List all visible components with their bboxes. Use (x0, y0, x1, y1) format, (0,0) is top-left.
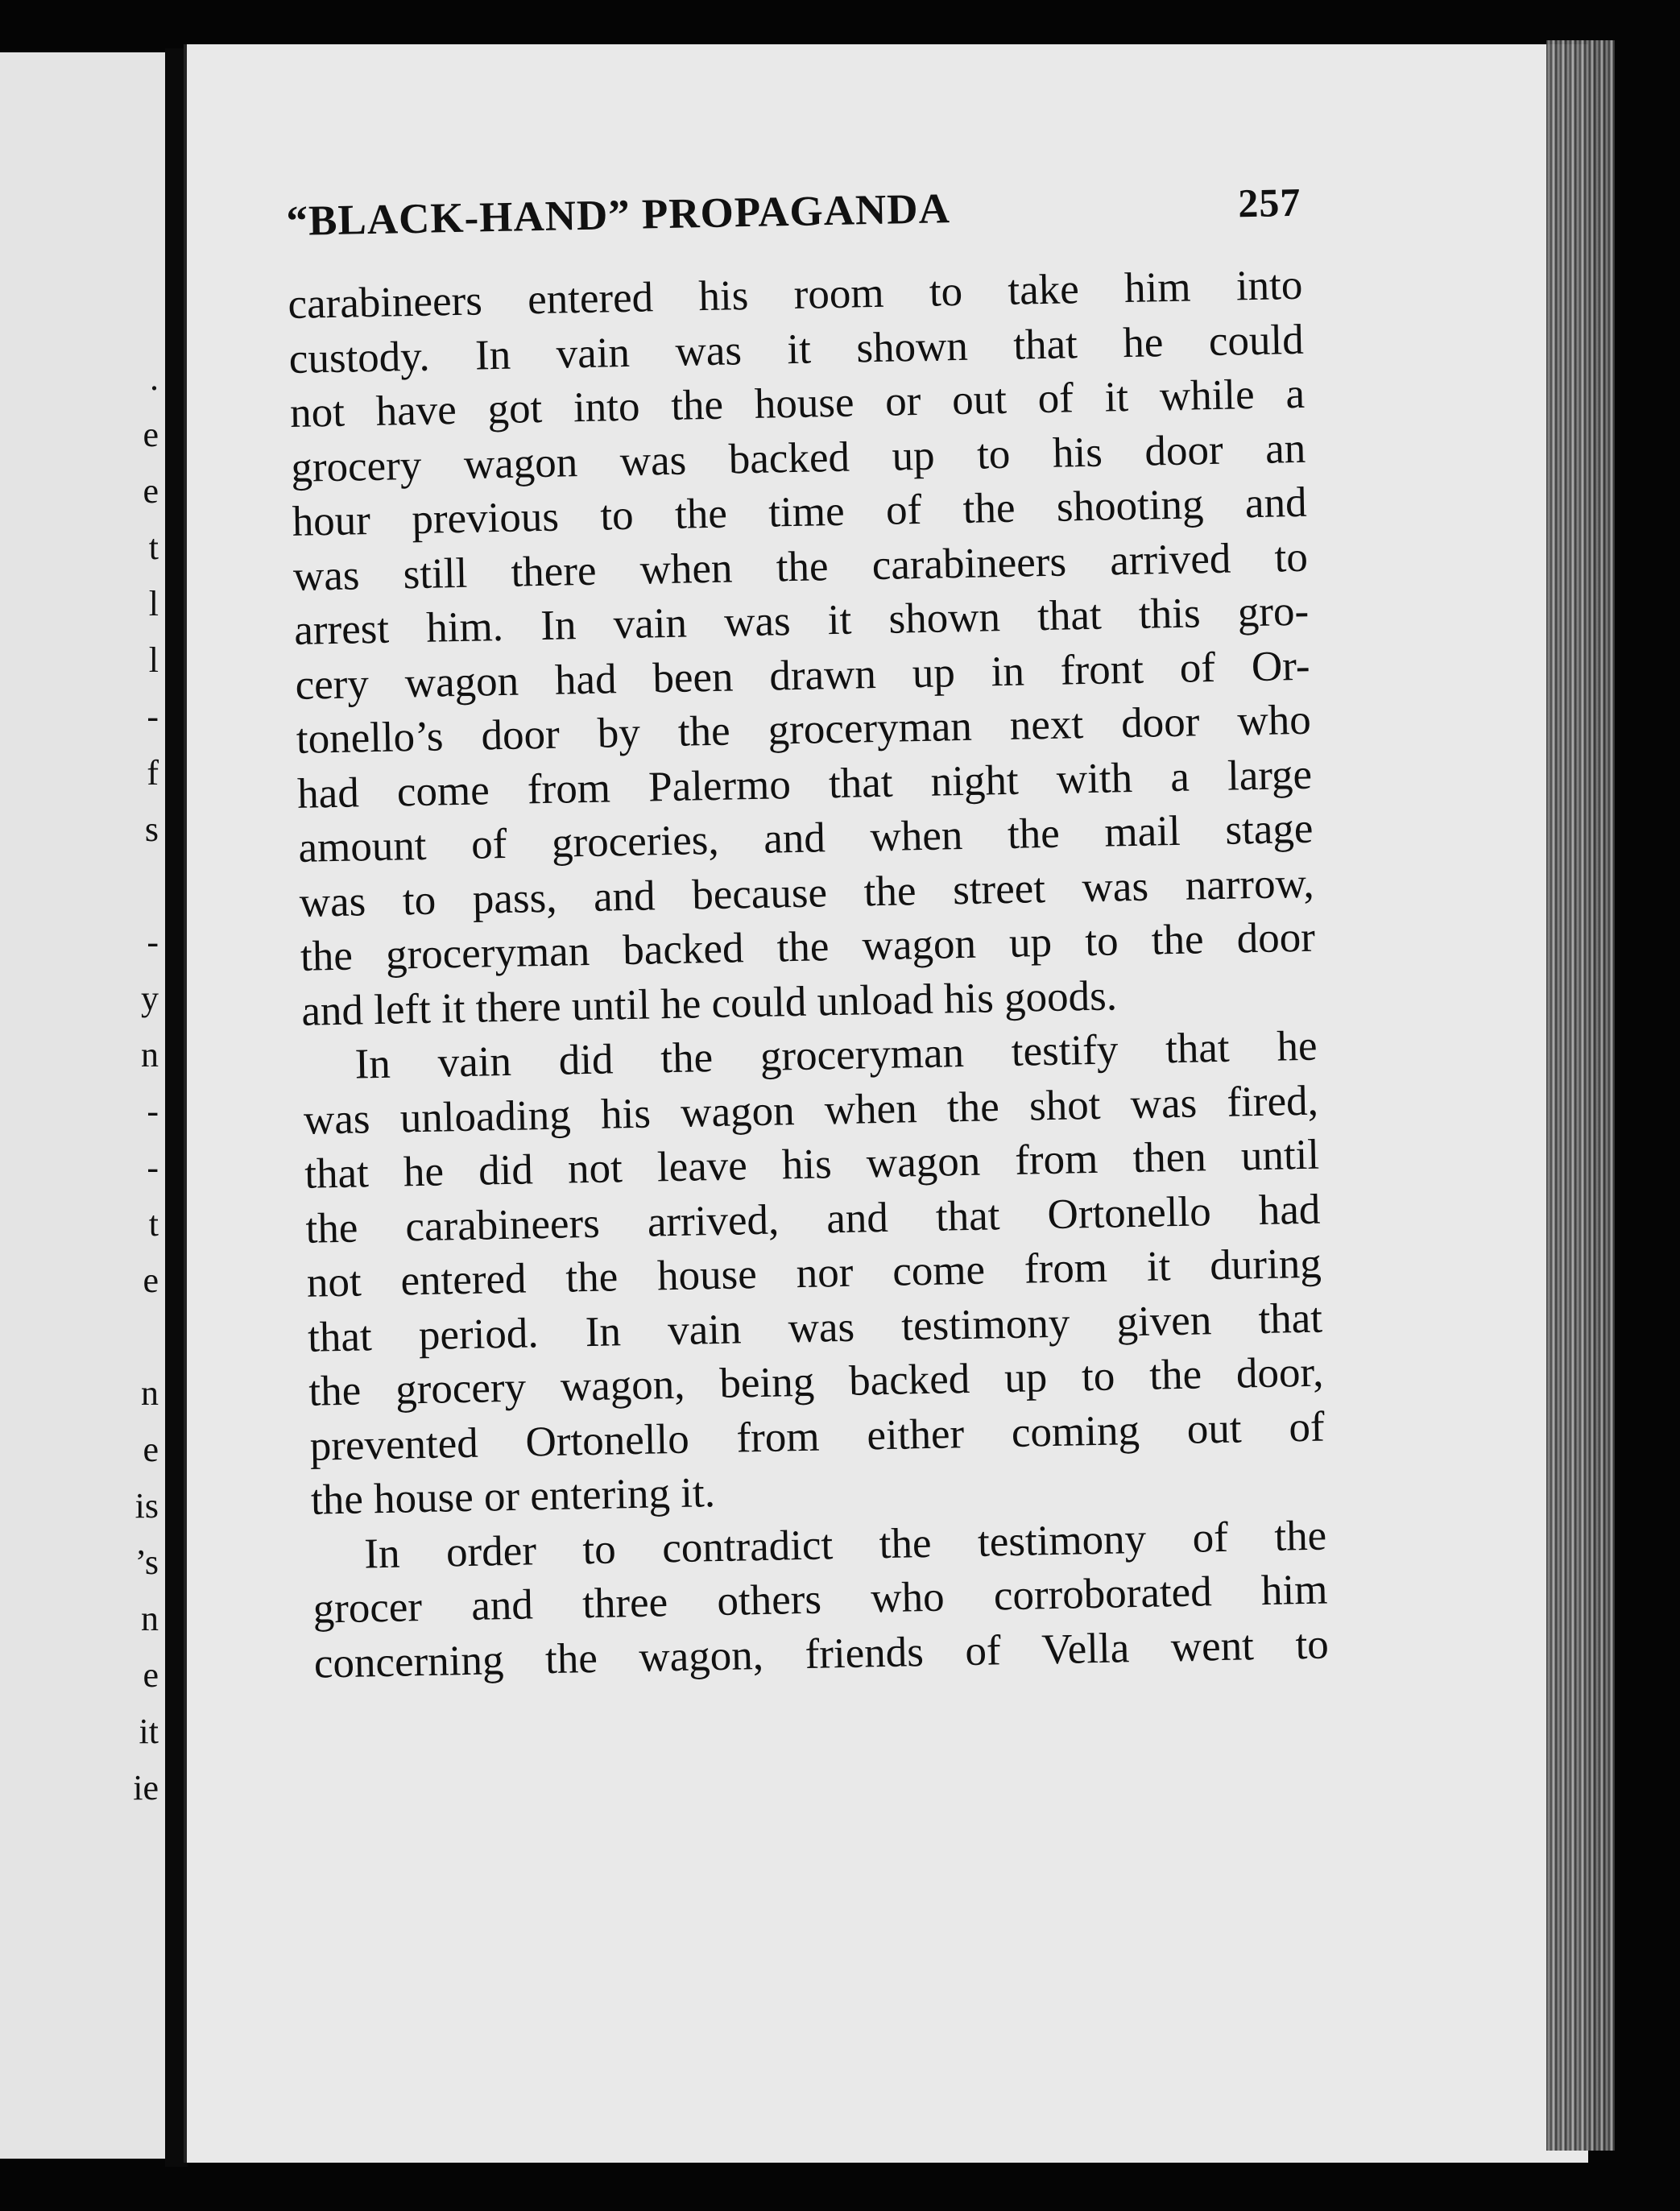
text-line: cery wagon had been drawn up in front of Or- (295, 642, 1310, 709)
text-line: not entered the house nor come from it during (306, 1240, 1322, 1306)
previous-page-fragment: ie (133, 1768, 159, 1807)
previous-page-fragment: n (141, 1035, 159, 1074)
previous-page-fragment: e (143, 415, 159, 454)
previous-page-fragment: e (143, 1655, 159, 1695)
text-line: tonello’s door by the groceryman next door who (296, 696, 1312, 763)
text-line: In order to contradict the testimony of the (363, 1512, 1327, 1577)
text-line: was unloading his wagon when the shot was fired, (303, 1077, 1319, 1144)
text-line: carabineers entered his room to take him into (287, 261, 1303, 328)
text-line: arrest him. In vain was it shown that this gro- (293, 587, 1310, 654)
page-content (286, 177, 1377, 1691)
previous-page-fragment: l (148, 640, 159, 680)
text-line: the house or entering it. (310, 1469, 716, 1524)
running-head-title: “BLACK-HAND” PROPAGANDA (286, 185, 951, 245)
text-line: was still there when the carabineers arrived to (292, 533, 1309, 600)
previous-page-fragment: ’s (134, 1542, 159, 1582)
page-number: 257 (1237, 179, 1301, 226)
previous-page-fragment: e (143, 471, 159, 511)
page-edges (1546, 40, 1615, 2151)
text-line: prevented Ortonello from either coming out of (309, 1403, 1326, 1470)
text-line: amount of groceries, and when the mail stage (297, 805, 1314, 872)
text-line: the groceryman backed the wagon up to the door (300, 913, 1316, 980)
previous-page-fragment: l (148, 584, 159, 623)
text-line: not have got into the house or out of it while a (289, 370, 1306, 437)
previous-page-fragment: f (147, 753, 159, 793)
text-line: grocery wagon was backed up to his door an (290, 424, 1306, 491)
previous-page-fragment (133, 1309, 159, 1365)
previous-page-text-fragments (133, 350, 159, 1816)
previous-page (0, 52, 170, 2159)
previous-page-fragment: t (148, 1204, 159, 1244)
text-line: that period. In vain was testimony given that (307, 1294, 1323, 1361)
previous-page-fragment: n (141, 1373, 159, 1413)
text-line: the carabineers arrived, and that Ortonello had (305, 1186, 1321, 1252)
previous-page-fragment: e (143, 1261, 159, 1300)
previous-page-fragment: n (141, 1599, 159, 1638)
text-line: custody. In vain was it shown that he could (288, 316, 1305, 383)
text-line: that he did not leave his wagon from then until (304, 1131, 1320, 1198)
previous-page-fragment (133, 858, 159, 914)
previous-page-fragment: is (134, 1486, 159, 1526)
text-line: concerning the wagon, friends of Vella went to (313, 1620, 1330, 1687)
text-line: In vain did the groceryman testify that he (354, 1022, 1318, 1088)
previous-page-fragment: t (148, 528, 159, 567)
text-line: the grocery wagon, being backed up to the door, (308, 1348, 1324, 1415)
previous-page-fragment: it (139, 1712, 159, 1751)
previous-page-fragment: - (147, 1148, 159, 1187)
text-line: had come from Palermo that night with a large (296, 751, 1313, 818)
text-line: hour previous to the time of the shooting and (292, 478, 1308, 545)
previous-page-fragment: e (143, 1430, 159, 1469)
previous-page-fragment: - (147, 922, 159, 962)
text-line: grocer and three others who corroborated him (312, 1566, 1328, 1633)
body-text (288, 259, 1329, 1691)
previous-page-fragment: - (147, 1091, 159, 1131)
text-line: was to pass, and because the street was narrow, (299, 859, 1315, 926)
previous-page-fragment: . (150, 358, 159, 398)
previous-page-fragment: - (147, 697, 159, 736)
previous-page-fragment: s (144, 809, 159, 849)
text-line: and left it there until he could unload his goods. (300, 971, 1118, 1035)
previous-page-fragment: y (141, 979, 159, 1018)
